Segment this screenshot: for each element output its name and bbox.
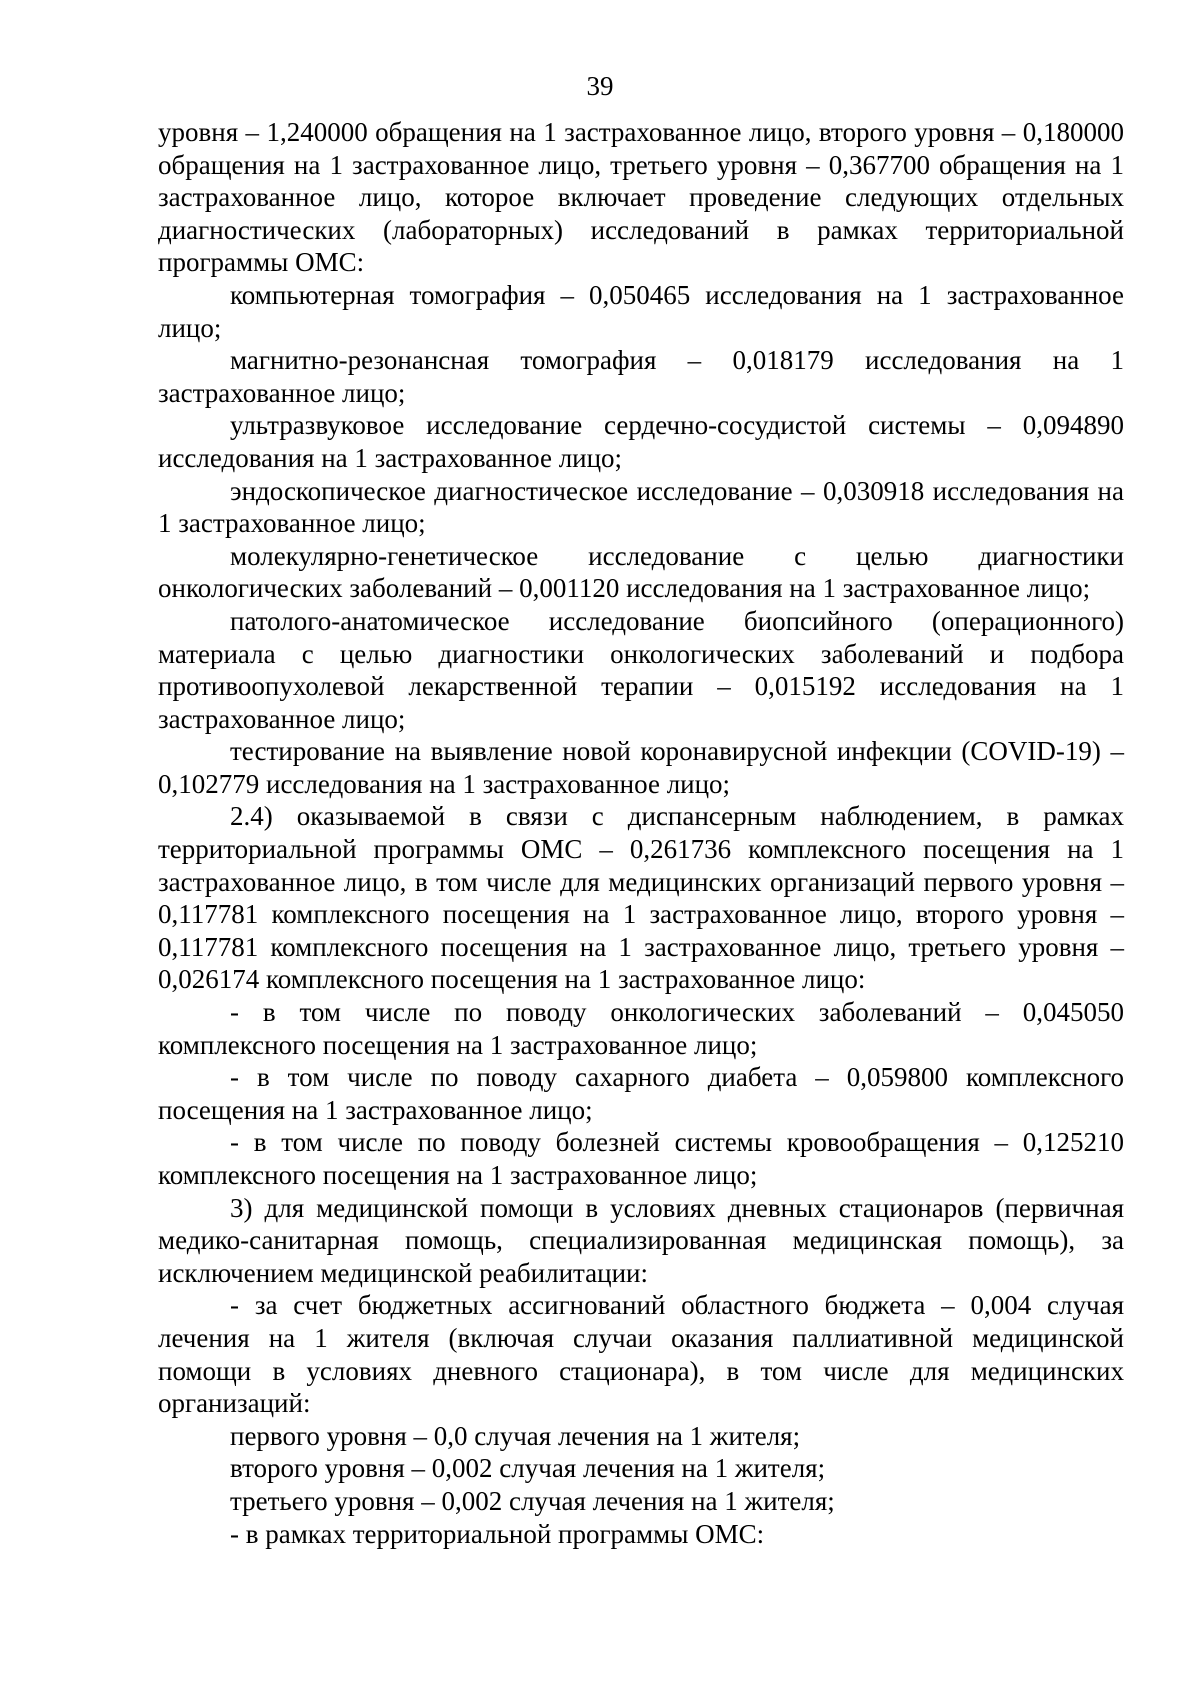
paragraph-2: компьютерная томография – 0,050465 исследования на 1 застрахованное лицо; — [158, 279, 1124, 343]
document-body — [158, 116, 1124, 1550]
paragraph-11: - в том числе по поводу сахарного диабета – 0,059800 комплексного посещения на 1 застрахованное лицо; — [158, 1062, 1124, 1125]
paragraph-15: первого уровня – 0,0 случая лечения на 1 жителя; — [230, 1420, 801, 1451]
paragraph-8: тестирование на выявление новой коронавирусной инфекции (COVID-19) – 0,102779 исследования на 1 застрахованное лицо; — [158, 736, 1124, 799]
paragraph-13: 3) для медицинской помощи в условиях дневных стационаров (первичная медико-санитарная помощь, специализированная медицинская помощь), за исключением медицинской реабилитации: — [158, 1192, 1124, 1288]
paragraph-14: - за счет бюджетных ассигнований областного бюджета – 0,004 случая лечения на 1 жителя (включая случаи оказания паллиативной медицинской помощи в условиях дневного стационара), в том числе для медицинских организаций: — [158, 1290, 1124, 1419]
paragraph-10: - в том числе по поводу онкологических заболеваний – 0,045050 комплексного посещения на 1 застрахованное лицо; — [158, 997, 1124, 1060]
page-number: 39 — [586, 71, 614, 101]
paragraph-16: второго уровня – 0,002 случая лечения на 1 жителя; — [230, 1453, 826, 1484]
paragraph-12: - в том числе по поводу болезней системы кровообращения – 0,125210 комплексного посещения на 1 застрахованное лицо; — [158, 1127, 1124, 1190]
paragraph-1: уровня – 1,240000 обращения на 1 застрахованное лицо, второго уровня – 0,180000 обращения на 1 застрахованное лицо, третьего уровня – 0,367700 обращения на 1 застрахованное лицо, которое включает проведение следующих отдельных диагностических (лабораторных) исследований в рамках территориальной программы ОМС: — [158, 117, 1124, 278]
paragraph-17: третьего уровня – 0,002 случая лечения на 1 жителя; — [230, 1485, 835, 1516]
paragraph-6: молекулярно-генетическое исследование с целью диагностики онкологических заболеваний – 0,001120 исследования на 1 застрахованное лицо; — [158, 540, 1124, 604]
paragraph-5: эндоскопическое диагностическое исследование – 0,030918 исследования на 1 застрахованное лицо; — [158, 475, 1124, 539]
paragraph-3: магнитно-резонансная томография – 0,018179 исследования на 1 застрахованное лицо; — [158, 345, 1124, 408]
paragraph-9: 2.4) оказываемой в связи с диспансерным наблюдением, в рамках территориальной программы ОМС – 0,261736 комплексного посещения на 1 застрахованное лицо, в том числе для медицинских организаций первого уровня – 0,117781 комплексного посещения на 1 застрахованное лицо, второго уровня – 0,117781 комплексного посещения на 1 застрахованное лицо, третьего уровня – 0,026174 комплексного посещения на 1 застрахованное лицо: — [158, 801, 1124, 995]
paragraph-4: ультразвуковое исследование сердечно-сосудистой системы – 0,094890 исследования на 1 застрахованное лицо; — [158, 410, 1124, 473]
paragraph-7: патолого-анатомическое исследование биопсийного (операционного) материала с целью диагностики онкологических заболеваний и подбора противоопухолевой лекарственной терапии – 0,015192 исследования на 1 застрахованное лицо; — [158, 605, 1124, 734]
paragraph-18: - в рамках территориальной программы ОМС: — [230, 1518, 765, 1549]
